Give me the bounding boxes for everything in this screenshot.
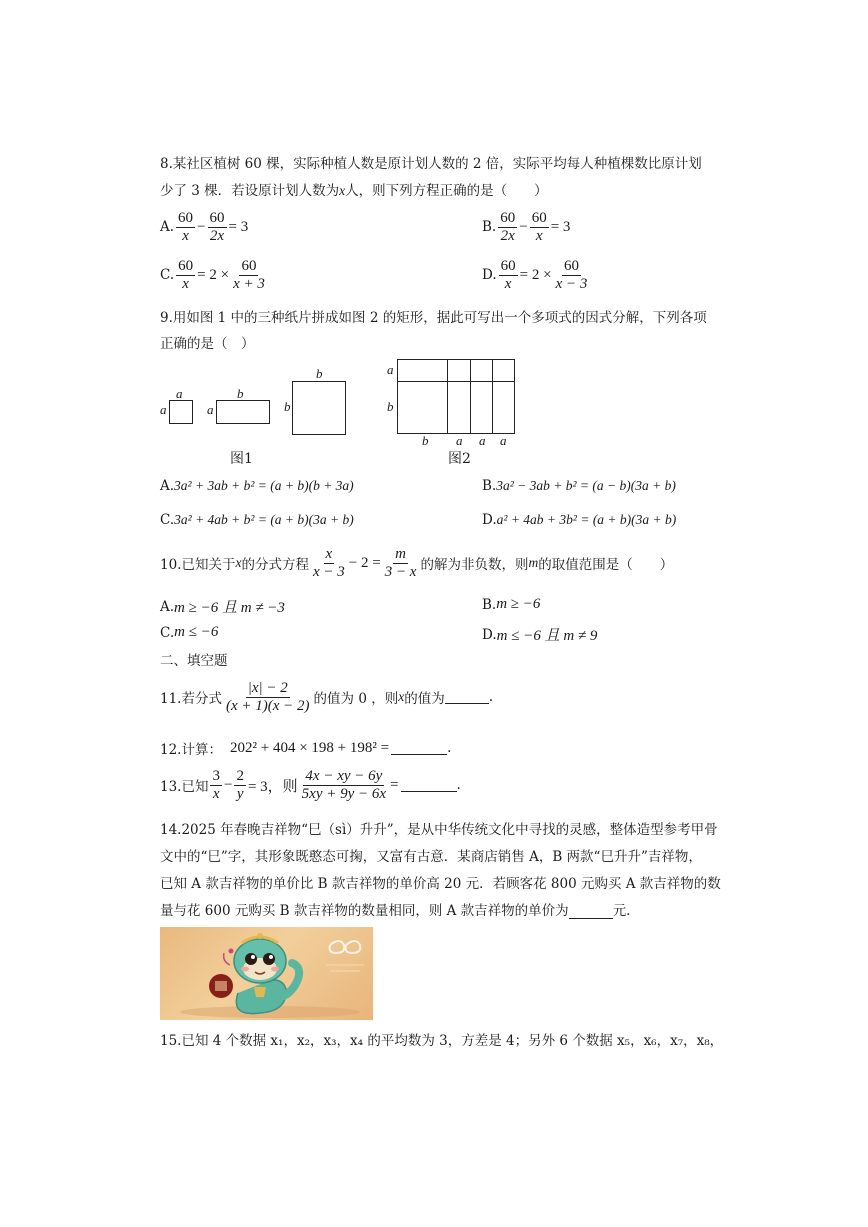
fig1-big-top-label: b	[316, 366, 323, 381]
fig1-small-side-label: a	[160, 402, 167, 417]
fig2-vertical-divider-1	[447, 359, 448, 433]
q8-option-d[interactable]: D. $\frac{60}{x}$ = 2 × $\frac{60}{x - 3}$	[482, 258, 588, 292]
fig2-left-label-b: b	[387, 399, 394, 414]
q14-line1: 14.2025 年春晚吉祥物“巳（sì）升升”，是从中华传统文化中寻找的灵感，整体造型参考甲骨	[160, 822, 718, 838]
fig1-caption: 图1	[230, 451, 253, 467]
q14-answer-blank[interactable]	[569, 906, 613, 919]
q12-stem: 12.计算： 202² + 404 × 198 + 198² = .	[160, 739, 452, 758]
q9-stem-line1: 9.用如图 1 中的三种纸片拼成如图 2 的矩形，据此可写出一个多项式的因式分解，下列各项	[160, 310, 707, 326]
q10-stem: 10.已知关于 x 的分式方程 $\frac{x}{x - 3}$ − 2 = $\frac{m}{3 - x}$ 的解为非负数，则 m 的取值范围是（ ）	[160, 546, 674, 580]
section-heading-fill-blank: 二、填空题	[160, 653, 228, 669]
mascot-illustration	[160, 927, 373, 1020]
q8-stem-line2: 少了 3 棵．若设原计划人数为x人，则下列方程正确的是（ ）	[160, 183, 548, 199]
q8-option-c[interactable]: C. $\frac{60}{x}$ = 2 × $\frac{60}{x + 3}$	[160, 258, 265, 292]
q8-option-a[interactable]: A. $\frac{60}{x}$ − $\frac{60}{2x}$ = 3	[160, 210, 249, 244]
q13-answer-blank[interactable]	[401, 779, 457, 792]
q9-option-a[interactable]: A. 3a² + 3ab + b² = (a + b)(b + 3a)	[160, 478, 354, 494]
q12-answer-blank[interactable]	[391, 742, 447, 755]
q9-stem-line2: 正确的是（ ）	[160, 336, 255, 352]
fig2-vertical-divider-3	[492, 359, 493, 433]
q15-line1: 15.已知 4 个数据 x₁，x₂，x₃，x₄ 的平均数为 3，方差是 4；另外 6 个数据 x₅，x₆，x₇，x₈，	[160, 1033, 724, 1049]
fig1-small-top-label: a	[176, 386, 183, 401]
fig2-vertical-divider-2	[470, 359, 471, 433]
q9-option-c[interactable]: C. 3a² + 4ab + b² = (a + b)(3a + b)	[160, 512, 354, 528]
fig1-rect-top-label: b	[237, 386, 244, 401]
q10-option-d[interactable]: D. m ≤ −6 且 m ≠ 9	[482, 626, 598, 644]
fig1-big-side-label: b	[284, 399, 291, 414]
q14-line2: 文中的“巳”字，其形象既憨态可掬，又富有古意．某商店销售 A，B 两款“巳升升”吉祥物，	[160, 849, 702, 865]
q11-stem: 11.若分式 $\frac{|x| - 2}{(x + 1)(x - 2)}$ 的值为 0 ，则 x 的值为 .	[160, 680, 493, 714]
fig1-small-square	[169, 400, 193, 424]
fig2-caption: 图2	[448, 451, 471, 467]
q10-option-c[interactable]: C. m ≤ −6	[160, 624, 219, 641]
fig2-bottom-label-a2: a	[479, 433, 486, 448]
fig1-rect-side-label: a	[207, 402, 214, 417]
q9-option-d[interactable]: D. a² + 4ab + 3b² = (a + b)(3a + b)	[482, 512, 677, 528]
fig2-bottom-label-a1: a	[456, 433, 463, 448]
fig2-left-label-a: a	[387, 362, 394, 377]
q9-option-b[interactable]: B. 3a² − 3ab + b² = (a − b)(3a + b)	[482, 478, 676, 494]
q8-option-b[interactable]: B. $\frac{60}{2x}$ − $\frac{60}{x}$ = 3	[482, 210, 571, 244]
q11-answer-blank[interactable]	[445, 691, 489, 704]
fig2-bottom-label-a3: a	[500, 433, 507, 448]
fig1-rectangle	[216, 400, 270, 424]
q8-stem-line1: 8.某社区植树 60 棵，实际种植人数是原计划人数的 2 倍，实际平均每人种植棵数比原计划	[160, 156, 702, 172]
fig2-rectangle	[397, 359, 515, 434]
q14-line4: 量与花 600 元购买 B 款吉祥物的数量相同，则 A 款吉祥物的单价为 元.	[160, 903, 631, 919]
fig2-horizontal-divider	[397, 381, 514, 382]
fig1-big-square	[292, 381, 346, 435]
mascot-image	[160, 927, 373, 1020]
q10-option-a[interactable]: A. m ≥ −6 且 m ≠ −3	[160, 598, 285, 616]
fig2-bottom-label-b: b	[422, 433, 429, 448]
q14-line3: 已知 A 款吉祥物的单价比 B 款吉祥物的单价高 20 元．若顾客花 800 元购买 A 款吉祥物的数	[160, 876, 721, 892]
q10-option-b[interactable]: B. m ≥ −6	[482, 596, 541, 613]
q13-stem: 13.已知 $\frac{3}{x}$ − $\frac{2}{y}$ = 3，则 $\frac{4x - xy - 6y}{5xy + 9y - 6x}$ = .	[160, 768, 461, 802]
